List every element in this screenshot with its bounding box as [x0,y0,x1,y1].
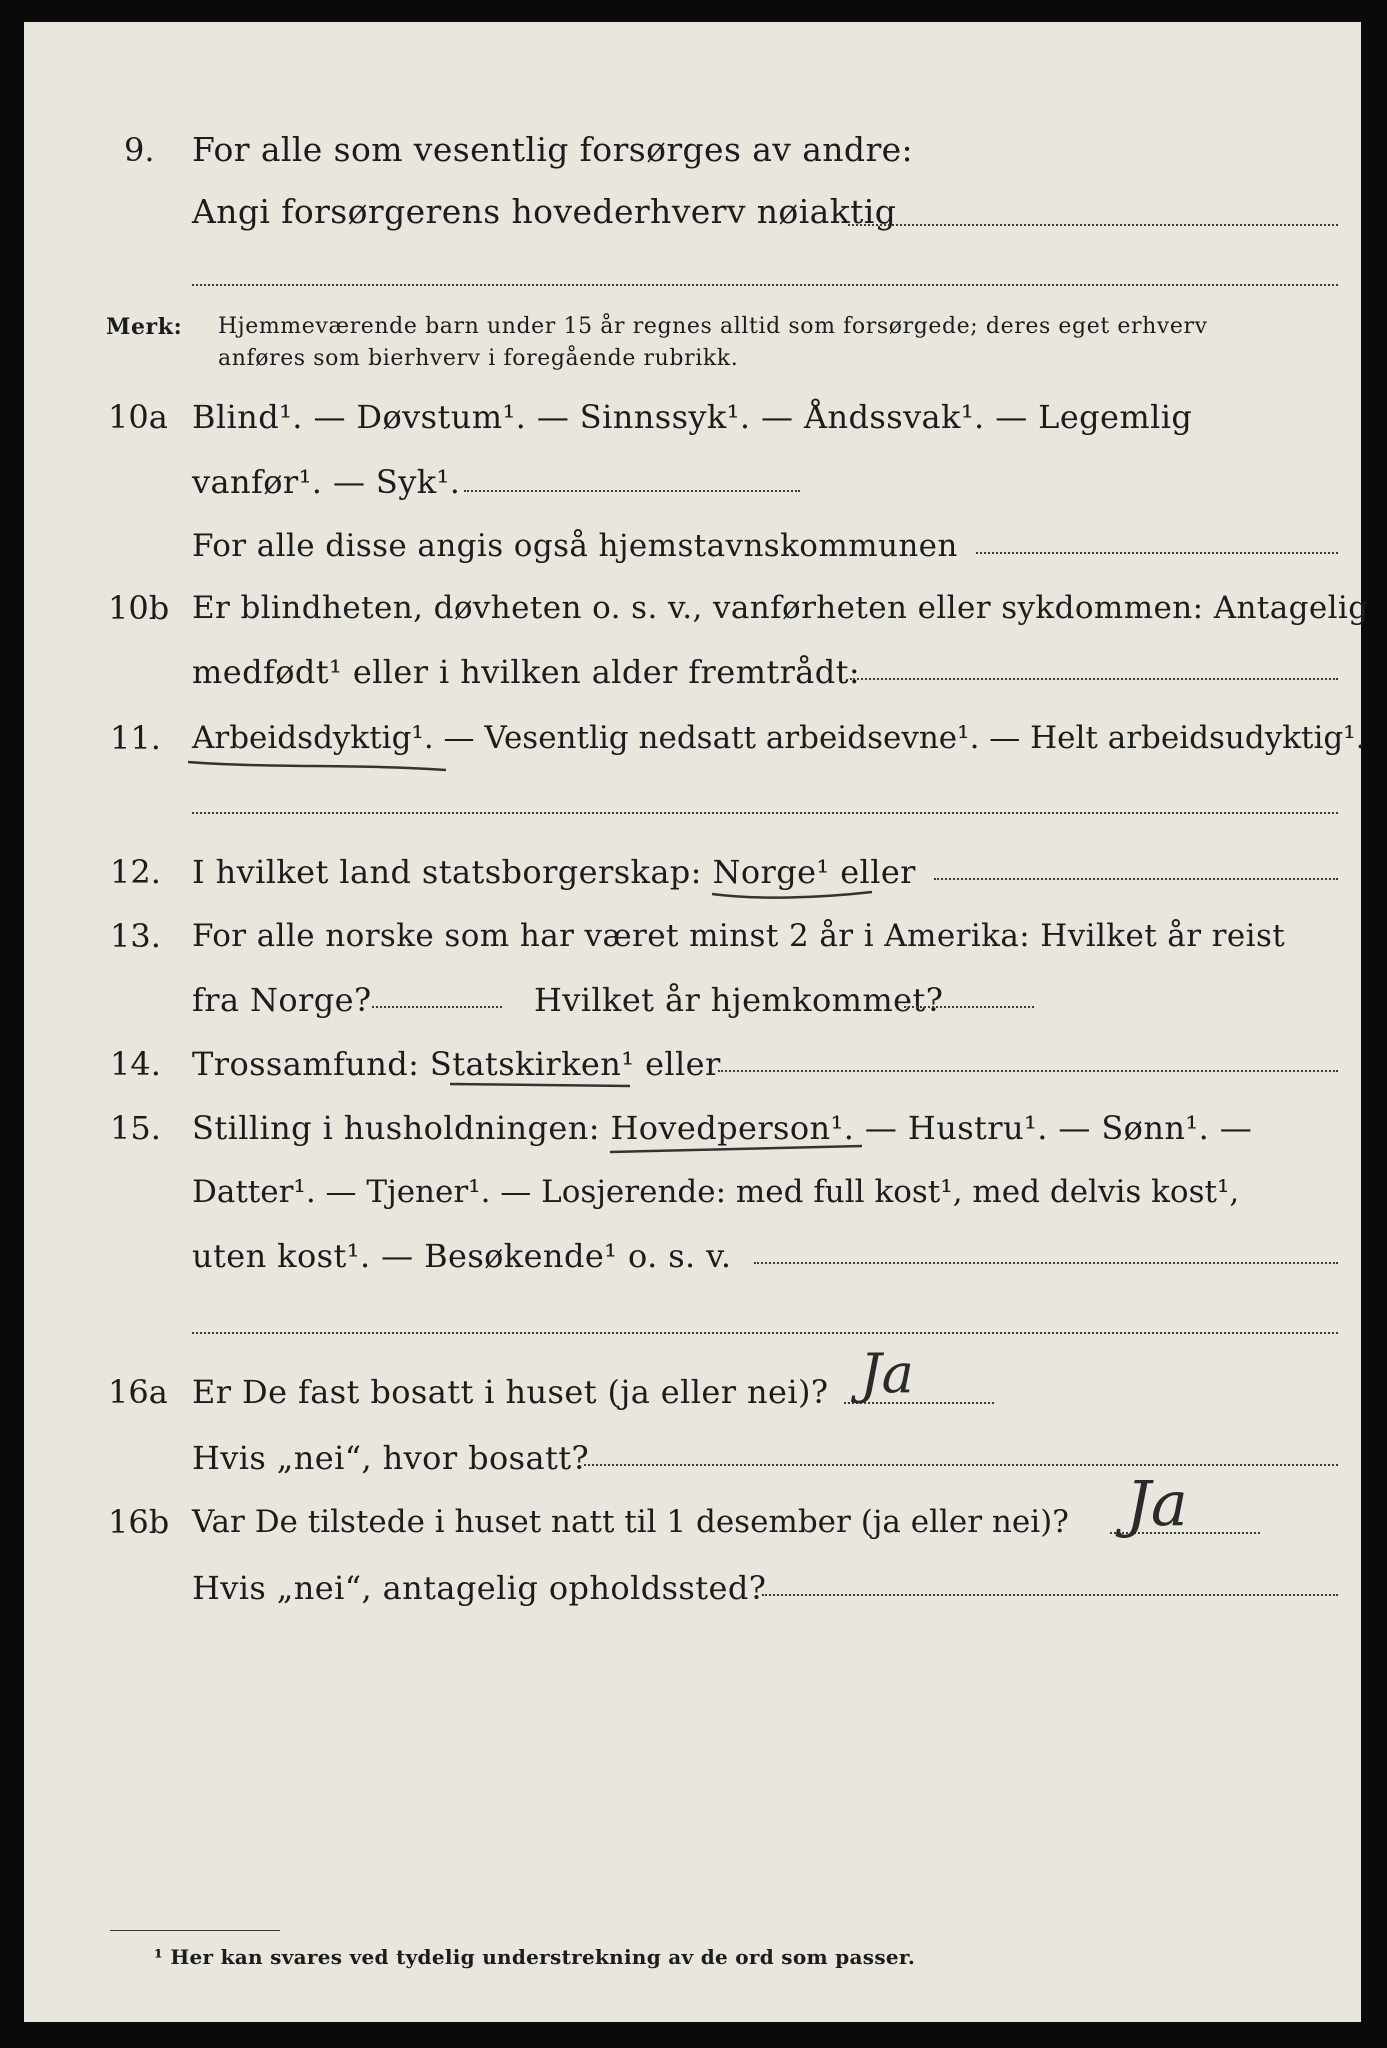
q9-number: 9. [124,131,155,169]
q16b-handwritten-answer: Ja [1126,1467,1188,1540]
q14-number: 14. [110,1045,161,1083]
q13-hjemkommet-line[interactable] [904,1006,1034,1008]
arbeidsdyktig-underline [184,752,454,776]
statskirken-underline [446,1078,636,1094]
q15-answer-line[interactable] [754,1262,1338,1264]
q9-answer-line[interactable] [848,224,1338,226]
q13-line1: For alle norske som har været minst 2 år i Amerika: Hvilket år reist [192,918,1286,954]
q10a-line3: For alle disse angis også hjemstavnskommunen [192,528,958,564]
merk-line2: anføres som bierhverv i foregående rubrikk. [218,346,739,371]
q14-line1: Trossamfund: Statskirken¹ eller [192,1045,721,1083]
q16b-line1: Var De tilstede i huset natt til 1 desember (ja eller nei)? [192,1504,1069,1540]
census-form-page [24,22,1369,2022]
q10b-line1: Er blindheten, døvheten o. s. v., vanførheten eller sykdommen: Antagelig [192,590,1369,626]
q16a-line2: Hvis „nei“, hvor bosatt? [192,1439,590,1477]
q13-reist-line[interactable] [372,1006,502,1008]
q10a-line1: Blind¹. — Døvstum¹. — Sinnssyk¹. — Åndssvak¹. — Legemlig [192,398,1193,436]
q11-line1: Arbeidsdyktig¹. — Vesentlig nedsatt arbeidsevne¹. — Helt arbeidsudyktig¹. [192,720,1366,756]
q15-line1: Stilling i husholdningen: Hovedperson¹. — Hustru¹. — Sønn¹. — [192,1109,1253,1147]
q9-line2: Angi forsørgerens hovederhverv nøiaktig [192,192,897,231]
norge-underline [708,888,878,908]
q11-extra-line[interactable] [192,812,1338,814]
q14-answer-line[interactable] [718,1070,1338,1072]
q10a-kommune-line[interactable] [976,552,1338,554]
q16a-number: 16a [108,1373,168,1411]
q10b-line2: medfødt¹ eller i hvilken alder fremtrådt: [192,653,861,691]
hovedperson-underline [606,1142,866,1162]
q12-line1: I hvilket land statsborgerskap: Norge¹ eller [192,853,916,891]
q15-number: 15. [110,1109,161,1147]
q12-number: 12. [110,853,161,891]
merk-line1: Hjemmeværende barn under 15 år regnes alltid som forsørgede; deres eget erhverv [218,314,1208,339]
q10a-line2: vanfør¹. — Syk¹. [192,463,461,501]
q12-answer-line[interactable] [934,878,1338,880]
q15-line2: Datter¹. — Tjener¹. — Losjerende: med full kost¹, med delvis kost¹, [192,1174,1240,1210]
q16b-line2: Hvis „nei“, antagelig opholdssted? [192,1569,767,1607]
q10b-number: 10b [108,589,170,627]
q11-number: 11. [110,719,161,757]
q9-line1: For alle som vesentlig forsørges av andre: [192,130,914,169]
q16a-bosatt-line[interactable] [584,1464,1338,1466]
q13-number: 13. [110,917,161,955]
q13-line2a: fra Norge? [192,981,372,1019]
q10b-answer-line[interactable] [850,678,1338,680]
footnote-rule [110,1930,280,1931]
q10a-number: 10a [108,398,168,436]
footnote-text: ¹ Her kan svares ved tydelig understrekning av de ord som passer. [154,1945,916,1969]
q16a-handwritten-answer: Ja [860,1342,914,1405]
q16b-opholdssted-line[interactable] [762,1594,1338,1596]
q10a-syk-line[interactable] [464,490,800,492]
q16a-line1: Er De fast bosatt i huset (ja eller nei)? [192,1373,829,1411]
q16b-number: 16b [108,1503,170,1541]
q15-extra-line[interactable] [192,1332,1338,1334]
q9-extra-line[interactable] [192,284,1338,286]
merk-label: Merk: [106,314,183,340]
q15-line3: uten kost¹. — Besøkende¹ o. s. v. [192,1237,732,1275]
q13-line2b: Hvilket år hjemkommet? [534,981,944,1019]
